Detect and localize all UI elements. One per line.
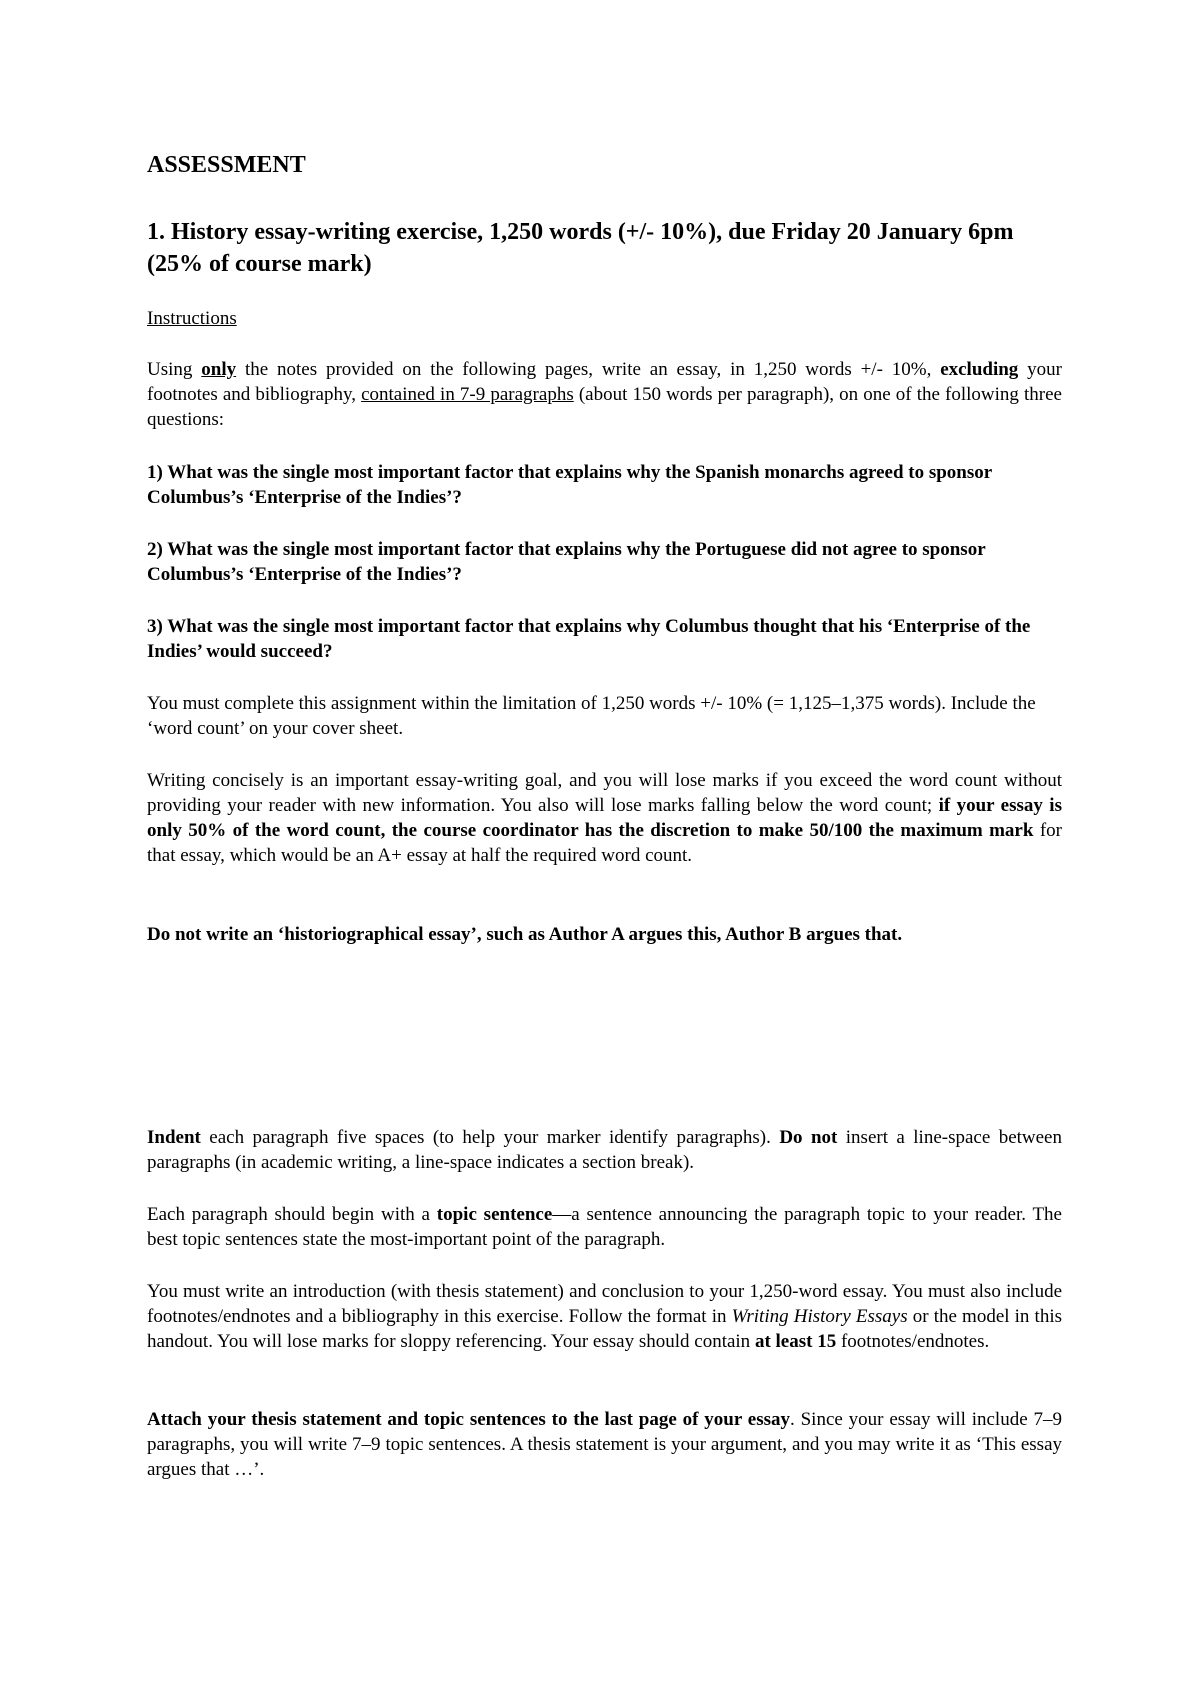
intro-text-4: (about 150 words per paragraph), on one of the following three questions: — [147, 384, 1062, 430]
intro-text-3: your footnotes and bibliography, — [147, 359, 1062, 405]
document-title: ASSESSMENT — [147, 152, 306, 178]
intro-conclusion-paragraph — [147, 1279, 1062, 1354]
topic-bold: topic sentence — [436, 1204, 553, 1225]
ic-italic: Writing History Essays — [731, 1306, 908, 1327]
intro-excluding: excluding — [940, 359, 1019, 380]
indent-text-1: each paragraph five spaces (to help your marker identify paragraphs). — [200, 1127, 780, 1148]
concise-bold: if your essay is only 50% of the word count, the course coordinator has the discretion to make 50/100 the maximum mark — [147, 795, 1062, 841]
concise-paragraph — [147, 768, 1062, 868]
intro-text-1: Using — [147, 359, 202, 380]
intro-contained: contained in 7-9 paragraphs — [361, 384, 574, 405]
question-3: 3) What was the single most important factor that explains why Columbus thought that his ‘Enterprise of the Indies’ would succeed? — [147, 616, 1031, 662]
attach-bold: Attach your thesis statement and topic sentences to the last page of your essay — [147, 1409, 791, 1430]
indent-bold-1: Indent — [147, 1127, 201, 1148]
indent-bold-2: Do not — [779, 1127, 838, 1148]
topic-sentence-paragraph — [147, 1202, 1062, 1252]
instructions-label: Instructions — [147, 308, 237, 329]
topic-text-1: Each paragraph should begin with a — [147, 1204, 437, 1225]
intro-paragraph — [147, 357, 1062, 432]
word-limit-paragraph: You must complete this assignment within the limitation of 1,250 words +/- 10% (= 1,125–1,375 words). Include the ‘word count’ on your cover sheet. — [147, 693, 1036, 739]
concise-text-1: Writing concisely is an important essay-writing goal, and you will lose marks if you exceed the word count without providing your reader with new information. You also will lose marks falling below the word count; — [147, 770, 1062, 816]
ic-bold: at least 15 — [754, 1331, 837, 1352]
intro-only: only — [201, 359, 237, 380]
concise-text-2: for that essay, which would be an A+ essay at half the required word count. — [147, 820, 1062, 866]
historiographical-warning: Do not write an ‘historiographical essay’, such as Author A argues this, Author B argues that. — [147, 924, 903, 945]
assignment-heading: 1. History essay-writing exercise, 1,250 words (+/- 10%), due Friday 20 January 6pm (25% of course mark) — [147, 219, 1014, 277]
ic-text-3: footnotes/endnotes. — [836, 1331, 990, 1352]
indent-text-2: insert a line-space between paragraphs (in academic writing, a line-space indicates a section break). — [147, 1127, 1062, 1173]
indent-paragraph — [147, 1125, 1062, 1175]
attach-text: . Since your essay will include 7–9 paragraphs, you will write 7–9 topic sentences. A thesis statement is your argument, and you may write it as ‘This essay argues that …’. — [147, 1409, 1062, 1480]
attach-paragraph — [147, 1407, 1062, 1482]
ic-text-1: You must write an introduction (with thesis statement) and conclusion to your 1,250-word essay. You must also include footnotes/endnotes and a bibliography in this exercise. Follow the format in — [147, 1281, 1062, 1327]
intro-text-2: the notes provided on the following pages, write an essay, in 1,250 words +/- 10%, — [236, 359, 941, 380]
ic-text-2: or the model in this handout. You will lose marks for sloppy referencing. Your essay should contain — [147, 1306, 1063, 1352]
question-2: 2) What was the single most important factor that explains why the Portuguese did not agree to sponsor Columbus’s ‘Enterprise of the Indies’? — [147, 539, 986, 585]
topic-text-2: —a sentence announcing the paragraph topic to your reader. The best topic sentences state the most-important point of the paragraph. — [147, 1204, 1062, 1250]
question-1: 1) What was the single most important factor that explains why the Spanish monarchs agreed to sponsor Columbus’s ‘Enterprise of the Indies’? — [147, 462, 992, 508]
